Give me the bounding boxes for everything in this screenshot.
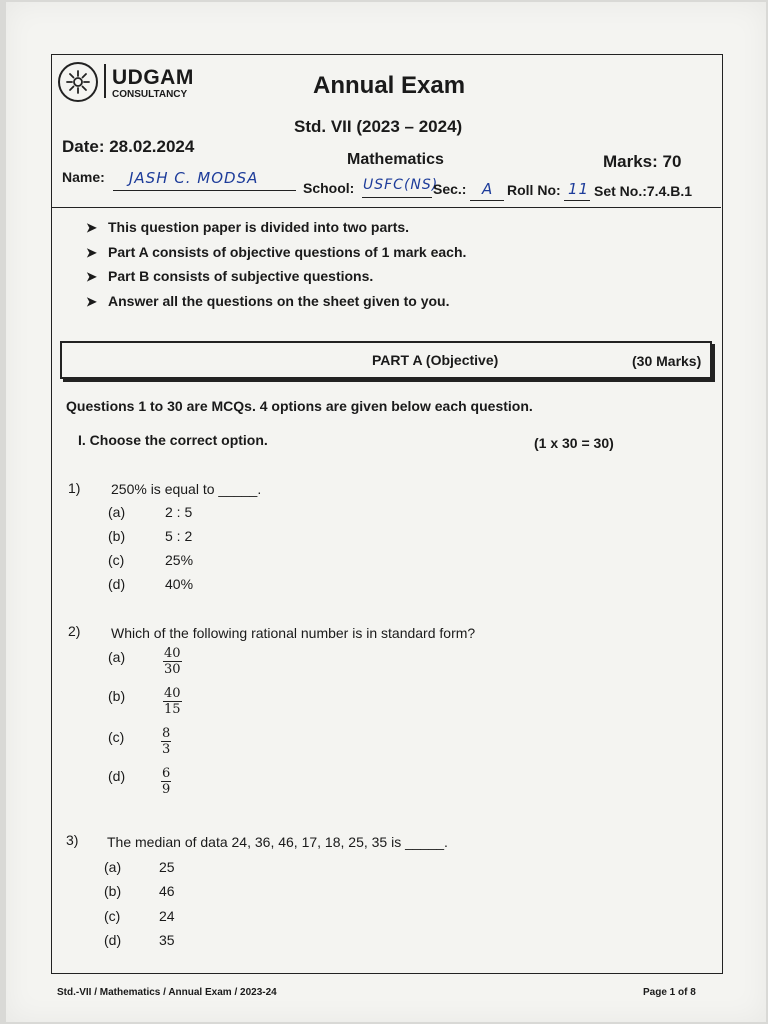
part-marks: (30 Marks) <box>632 353 702 369</box>
subject-name: Mathematics <box>347 151 444 168</box>
option-value: 5 : 2 <box>165 528 193 544</box>
question-number: 1) <box>68 480 81 496</box>
option-value: 35 <box>159 932 175 948</box>
section-value: A <box>482 180 494 198</box>
option-fraction: $\frac{8}{3}$ <box>162 726 171 757</box>
question-text: 250% is equal to _____. <box>111 481 262 497</box>
part-a-banner <box>60 341 712 379</box>
option-value: 25 <box>159 859 175 875</box>
question-text: The median of data 24, 36, 46, 17, 18, 25, 35 is _____. <box>107 834 448 850</box>
instruction-item: ➤ Answer all the questions on the sheet given to you. <box>86 293 450 309</box>
option-value: 24 <box>159 908 175 924</box>
instruction-item: ➤ This question paper is divided into two parts. <box>86 219 410 235</box>
udgam-logo-icon <box>58 62 98 102</box>
arrow-bullet-icon: ➤ <box>86 294 97 309</box>
section-field[interactable] <box>470 180 504 201</box>
instruction-item: ➤ Part B consists of subjective questions. <box>86 268 374 284</box>
option-fraction: $\frac{40}{15}$ <box>164 686 181 717</box>
footer-course: Std.-VII / Mathematics / Annual Exam / 2023-24 <box>57 987 277 998</box>
name-field[interactable] <box>113 168 296 191</box>
option-label: (c) <box>108 729 125 745</box>
option-label: (c) <box>108 552 125 568</box>
option-label: (a) <box>104 859 122 875</box>
option-value: 2 : 5 <box>165 504 193 520</box>
option-label: (d) <box>108 768 126 784</box>
section-label: Sec.: <box>433 181 467 197</box>
option-value: 46 <box>159 883 175 899</box>
option-label: (c) <box>104 908 121 924</box>
exam-date: Date: 28.02.2024 <box>62 137 195 156</box>
question-number: 3) <box>66 832 79 848</box>
option-label: (d) <box>104 932 122 948</box>
option-label: (a) <box>108 649 126 665</box>
standard-year: Std. VII (2023 – 2024) <box>294 117 463 136</box>
arrow-bullet-icon: ➤ <box>86 220 97 235</box>
question-text: Which of the following rational number is in standard form? <box>111 625 476 641</box>
option-label: (b) <box>108 688 126 704</box>
page-number: Page 1 of 8 <box>643 987 696 998</box>
option-value: 40% <box>165 576 194 592</box>
part-title: PART A (Objective) <box>372 352 499 368</box>
option-fraction: $\frac{40}{30}$ <box>164 646 181 677</box>
school-value: USFC(NS) <box>363 177 439 193</box>
section-heading: I. Choose the correct option. <box>78 432 268 448</box>
option-label: (a) <box>108 504 126 520</box>
arrow-bullet-icon: ➤ <box>86 245 97 260</box>
section-intro: Questions 1 to 30 are MCQs. 4 options are given below each question. <box>66 398 533 414</box>
brand-name: UDGAM <box>112 66 194 89</box>
roll-value: 11 <box>568 180 590 198</box>
question-number: 2) <box>68 623 81 639</box>
name-value: JASH C. MODSA <box>129 169 259 187</box>
logo-divider <box>104 64 106 98</box>
total-marks: Marks: 70 <box>603 152 682 171</box>
section-marks: (1 x 30 = 30) <box>534 435 614 451</box>
option-label: (b) <box>108 528 126 544</box>
arrow-bullet-icon: ➤ <box>86 269 97 284</box>
name-label: Name: <box>62 169 105 185</box>
option-label: (d) <box>108 576 126 592</box>
brand-subtitle: CONSULTANCY <box>112 89 188 100</box>
option-fraction: $\frac{6}{9}$ <box>162 766 171 797</box>
school-field[interactable] <box>362 177 439 198</box>
roll-field[interactable] <box>564 180 590 201</box>
roll-label: Roll No: <box>507 182 561 198</box>
school-label: School: <box>303 180 355 196</box>
instruction-item: ➤ Part A consists of objective questions of 1 mark each. <box>86 244 467 260</box>
header-divider <box>51 207 721 208</box>
exam-title: Annual Exam <box>313 72 466 99</box>
option-label: (b) <box>104 883 122 899</box>
option-value: 25% <box>165 552 194 568</box>
set-number: Set No.:7.4.B.1 <box>594 183 693 199</box>
